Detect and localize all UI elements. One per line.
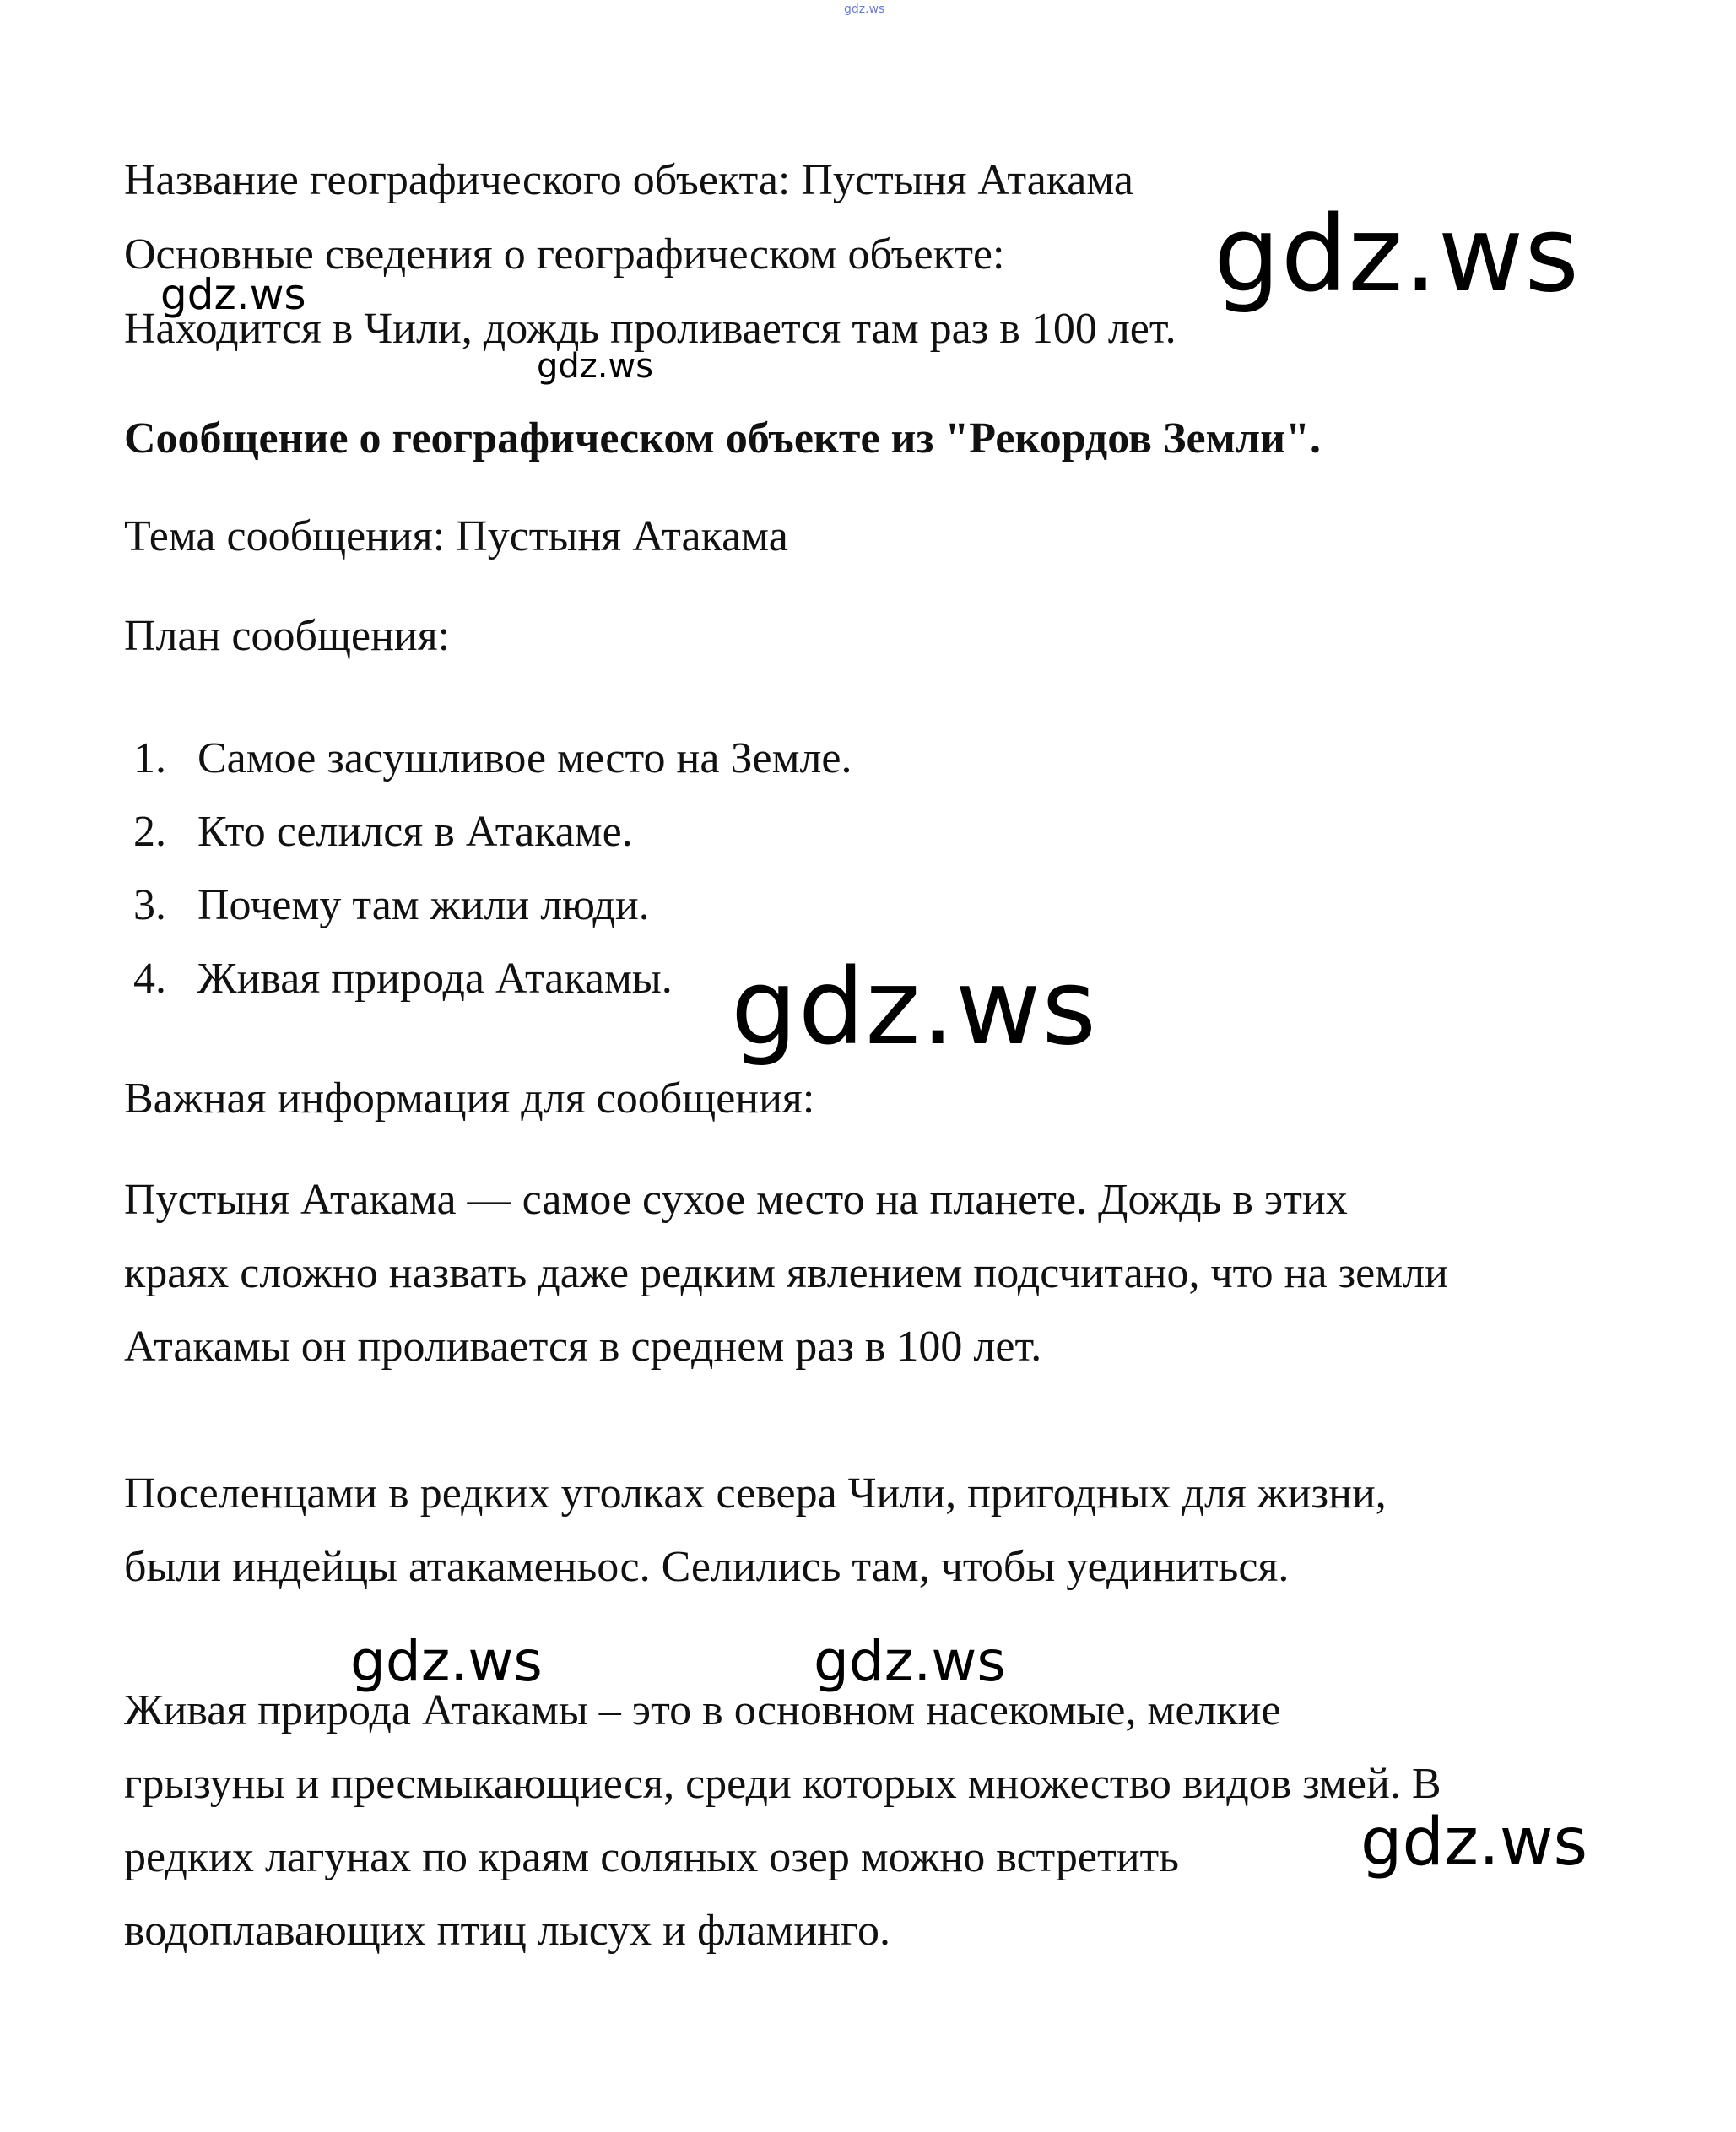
plan-item-number: 3.	[133, 881, 166, 929]
paragraph-3-line-2: грызуны и пресмыкающиеся, среди которых множество видов змей. В	[124, 1760, 1441, 1808]
paragraph-1-line-1: Пустыня Атакама — самое сухое место на планете. Дождь в этих	[124, 1176, 1348, 1224]
plan-item	[133, 880, 650, 931]
plan-item-number: 2.	[133, 808, 166, 856]
plan-item-text: Почему там жили люди.	[197, 881, 650, 929]
section-heading: Сообщение о географическом объекте из "Рекордов Земли".	[124, 414, 1321, 463]
plan-label: План сообщения:	[124, 612, 451, 660]
watermark-top-large: gdz.ws	[1214, 194, 1580, 316]
paragraph-1-line-2: краях сложно назвать даже редким явлением подсчитано, что на земли	[124, 1249, 1448, 1297]
plan-item	[133, 807, 633, 858]
paragraph-2-line-1: Поселенцами в редких уголках севера Чили, пригодных для жизни,	[124, 1469, 1387, 1518]
paragraph-2-line-2: были индейцы атакаменьос. Селились там, чтобы уединиться.	[124, 1543, 1290, 1591]
watermark-bottom-center: gdz.ws	[814, 1629, 1006, 1694]
watermark-bottom-left: gdz.ws	[350, 1629, 543, 1694]
paragraph-3-line-1: Живая природа Атакамы – это в основном насекомые, мелкие	[124, 1686, 1281, 1734]
watermark-bottom-right: gdz.ws	[1360, 1805, 1588, 1880]
paragraph-1-line-3: Атакамы он проливается в среднем раз в 100 лет.	[124, 1323, 1042, 1371]
watermark-top-small-left: gdz.ws	[160, 270, 306, 319]
topic-line: Тема сообщения: Пустыня Атакама	[124, 512, 788, 560]
watermark-top-small-center: gdz.ws	[537, 347, 654, 386]
basic-info-label: Основные сведения о географическом объекте:	[124, 230, 1005, 279]
paragraph-3-line-4: водоплавающих птиц лысух и фламинго.	[124, 1907, 891, 1955]
plan-item	[133, 733, 852, 784]
basic-info-text: Находится в Чили, дождь проливается там раз в 100 лет.	[124, 305, 1176, 353]
plan-item-number: 1.	[133, 734, 166, 782]
paragraph-3-line-3: редких лагунах по краям соляных озер можно встретить	[124, 1833, 1179, 1881]
plan-item-text: Кто селился в Атакаме.	[197, 808, 633, 856]
object-name-line: Название географического объекта: Пустыня Атакама	[124, 156, 1133, 204]
plan-item-text: Самое засушливое место на Земле.	[197, 734, 852, 782]
plan-item-number: 4.	[133, 955, 166, 1003]
important-label: Важная информация для сообщения:	[124, 1074, 815, 1123]
plan-item-text: Живая природа Атакамы.	[197, 955, 673, 1003]
watermark-tiny-top: gdz.ws	[844, 3, 885, 16]
watermark-middle-large: gdz.ws	[731, 947, 1097, 1069]
plan-item	[133, 954, 673, 1004]
